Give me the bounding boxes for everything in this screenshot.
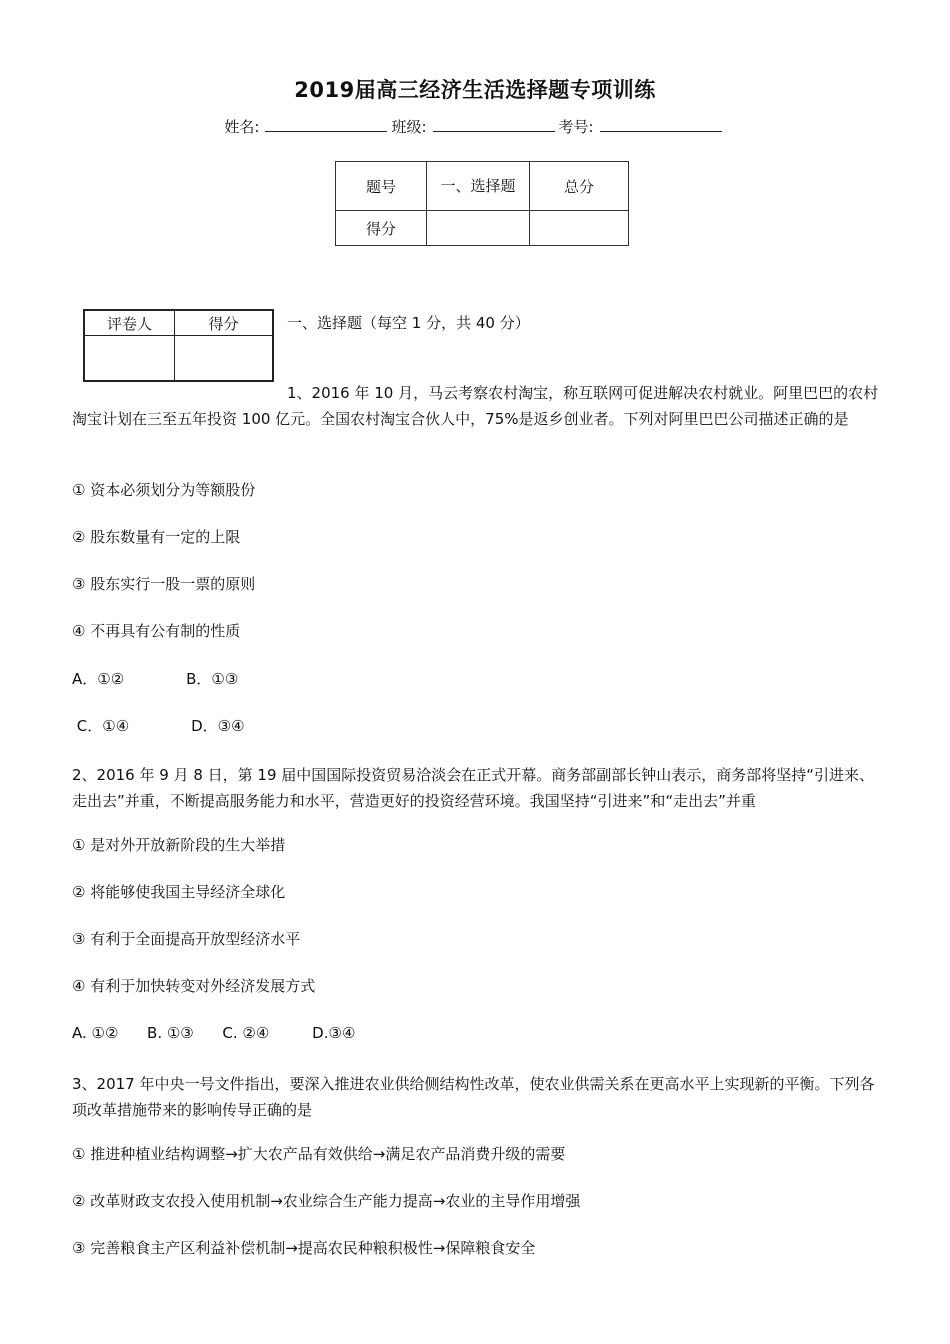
question-3-option: ③ 完善粮食主产区利益补偿机制→提高农民种粮积极性→保障粮食安全 <box>72 1239 536 1257</box>
grader-header: 得分 <box>175 310 274 336</box>
question-1-option: ① 资本必须划分为等额股份 <box>72 481 256 499</box>
question-2-stem: 2、2016 年 9 月 8 日，第 19 届中国国际投资贸易洽淡会在正式开幕。商务部副部长钟山表示，商务部将坚持“引进来、走出去”并重，不断提高服务能力和水平，营造更好的投资经营环境。我国坚持“引进来”和“走出去”并重 <box>72 766 875 810</box>
score-table-cell: 一、选择题 <box>427 162 530 211</box>
score-input-cell[interactable] <box>427 211 530 246</box>
class-blank[interactable] <box>433 117 555 132</box>
name-blank[interactable] <box>265 117 387 132</box>
question-1-stem: 1、2016 年 10 月，马云考察农村淘宝，称互联网可促进解决农村就业。阿里巴巴的农村淘宝计划在三至五年投资 100 亿元。全国农村淘宝合伙人中，75%是返乡创业者。下列对阿里巴巴公司描述正确的是 <box>72 384 879 428</box>
question-1-choices: C．①④ D．③④ <box>72 717 245 735</box>
page-title: 2019届高三经济生活选择题专项训练 <box>294 78 656 102</box>
question-1-option: ③ 股东实行一股一票的原则 <box>72 575 256 593</box>
exam-number-label: 考号: <box>558 118 594 136</box>
score-table <box>335 161 629 246</box>
question-2-choices: A. ①② B. ①③ C. ②④ D.③④ <box>72 1024 356 1042</box>
question-3-option: ② 改革财政支农投入使用机制→农业综合生产能力提高→农业的主导作用增强 <box>72 1192 581 1210</box>
class-label: 班级: <box>391 118 427 136</box>
score-table-cell: 总分 <box>530 162 629 211</box>
grader-header: 评卷人 <box>84 310 175 336</box>
grader-input-cell[interactable] <box>84 336 175 382</box>
question-3-stem: 3、2017 年中央一号文件指出，要深入推进农业供给侧结构性改革，使农业供需关系在更高水平上实现新的平衡。下列各项改革措施带来的影响传导正确的是 <box>72 1075 875 1119</box>
question-2-option: ④ 有利于加快转变对外经济发展方式 <box>72 977 316 995</box>
question-2-option: ③ 有利于全面提高开放型经济水平 <box>72 930 301 948</box>
question-1-option: ② 股东数量有一定的上限 <box>72 528 241 546</box>
question-2-option: ② 将能够使我国主导经济全球化 <box>72 883 286 901</box>
grader-table <box>83 309 274 382</box>
section-heading: 一、选择题（每空 1 分，共 40 分） <box>287 314 530 332</box>
question-2-option: ① 是对外开放新阶段的生大举措 <box>72 836 286 854</box>
question-1-option: ④ 不再具有公有制的性质 <box>72 622 241 640</box>
exam-number-blank[interactable] <box>600 117 722 132</box>
name-label: 姓名: <box>224 118 260 136</box>
score-table-cell: 题号 <box>336 162 427 211</box>
grader-input-cell[interactable] <box>175 336 274 382</box>
score-input-cell[interactable] <box>530 211 629 246</box>
student-info-line <box>0 116 950 137</box>
question-1-choices: A．①② B．①③ <box>72 670 239 688</box>
score-table-cell: 得分 <box>336 211 427 246</box>
question-3-option: ① 推进种植业结构调整→扩大农产品有效供给→满足农产品消费升级的需要 <box>72 1145 566 1163</box>
